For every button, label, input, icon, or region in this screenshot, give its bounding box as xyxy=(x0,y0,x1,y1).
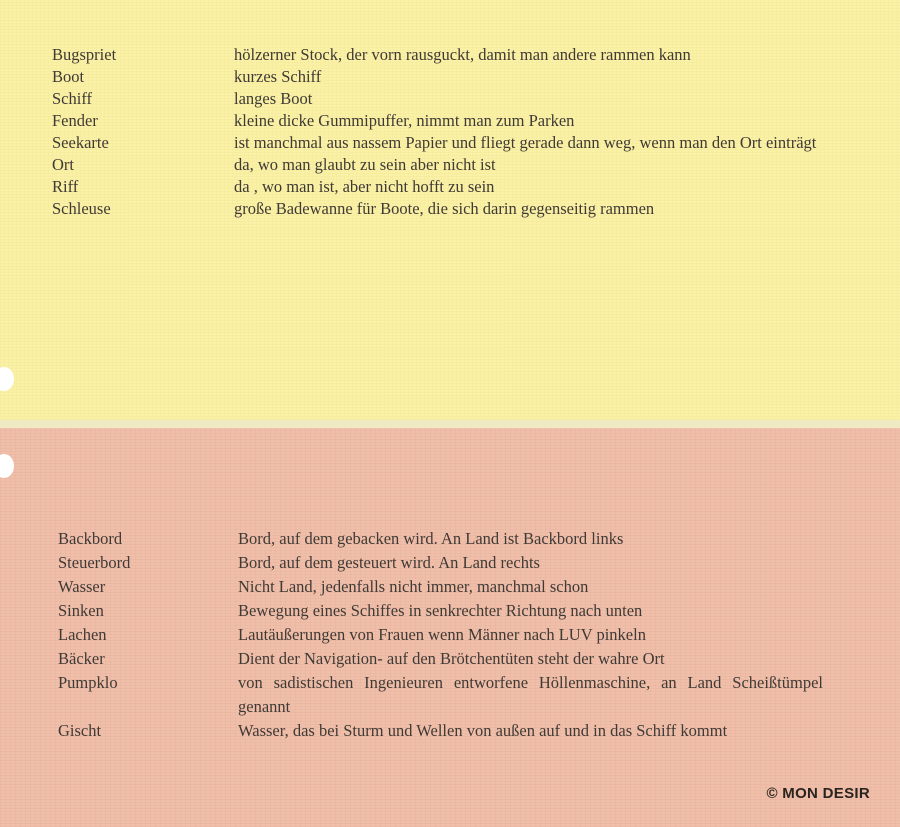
glossary-term: Pumpklo xyxy=(58,673,118,692)
glossary-entry xyxy=(52,110,822,132)
glossary-definition: Lautäußerungen von Frauen wenn Männer nach LUV pinkeln xyxy=(238,625,646,644)
glossary-term: Schleuse xyxy=(52,199,111,218)
glossary-list xyxy=(52,44,822,220)
glossary-list xyxy=(58,527,823,743)
glossary-entry xyxy=(58,623,823,647)
glossary-definition: langes Boot xyxy=(234,89,313,108)
glossary-term: Bäcker xyxy=(58,649,105,668)
glossary-entry xyxy=(52,44,822,66)
glossary-definition: da , wo man ist, aber nicht hofft zu sein xyxy=(234,177,495,196)
copyright-notice: © MON DESIR xyxy=(766,785,870,802)
glossary-definition: Wasser, das bei Sturm und Wellen von außen auf und in das Schiff kommt xyxy=(238,721,728,740)
glossary-definition: da, wo man glaubt zu sein aber nicht ist xyxy=(234,155,496,174)
glossary-entry xyxy=(52,198,822,220)
punch-hole xyxy=(0,367,14,391)
glossary-entry xyxy=(52,88,822,110)
glossary-entry xyxy=(58,719,823,743)
glossary-definition: Nicht Land, jedenfalls nicht immer, manchmal schon xyxy=(238,577,589,596)
glossary-entry xyxy=(52,66,822,88)
glossary-definition: Bord, auf dem gesteuert wird. An Land rechts xyxy=(238,553,540,572)
glossary-entry xyxy=(52,176,822,198)
glossary-term: Boot xyxy=(52,67,85,86)
glossary-term: Lachen xyxy=(58,625,107,644)
glossary-term: Gischt xyxy=(58,721,102,740)
glossary-definition: hölzerner Stock, der vorn rausguckt, damit man andere rammen kann xyxy=(234,45,691,64)
punch-hole xyxy=(0,454,14,478)
glossary-term: Sinken xyxy=(58,601,104,620)
glossary-definition: ist manchmal aus nassem Papier und fliegt gerade dann weg, wenn man den Ort einträgt xyxy=(234,133,817,152)
glossary-definition: Bord, auf dem gebacken wird. An Land ist Backbord links xyxy=(238,529,624,548)
glossary-term: Wasser xyxy=(58,577,106,596)
glossary-entry xyxy=(58,527,823,551)
glossary-definition: kleine dicke Gummipuffer, nimmt man zum Parken xyxy=(234,111,575,130)
glossary-term: Seekarte xyxy=(52,133,109,152)
glossary-entry xyxy=(58,551,823,575)
glossary-entry xyxy=(58,575,823,599)
glossary-entry xyxy=(58,647,823,671)
glossary-entry xyxy=(58,671,823,719)
glossary-definition: von sadistischen Ingenieuren entworfene Höllenmaschine, an Land Scheißtümpel genannt xyxy=(238,673,823,716)
glossary-term: Fender xyxy=(52,111,98,130)
glossary-entry xyxy=(58,599,823,623)
glossary-definition: Bewegung eines Schiffes in senkrechter Richtung nach unten xyxy=(238,601,643,620)
glossary-definition: große Badewanne für Boote, die sich darin gegenseitig rammen xyxy=(234,199,655,218)
glossary-term: Riff xyxy=(52,177,79,196)
glossary-term: Schiff xyxy=(52,89,93,108)
glossary-entry xyxy=(52,154,822,176)
glossary-term: Ort xyxy=(52,155,74,174)
glossary-entry xyxy=(52,132,822,154)
glossary-term: Steuerbord xyxy=(58,553,131,572)
glossary-definition: Dient der Navigation- auf den Brötchentüten steht der wahre Ort xyxy=(238,649,665,668)
glossary-term: Bugspriet xyxy=(52,45,117,64)
glossary-definition: kurzes Schiff xyxy=(234,67,322,86)
glossary-term: Backbord xyxy=(58,529,123,548)
